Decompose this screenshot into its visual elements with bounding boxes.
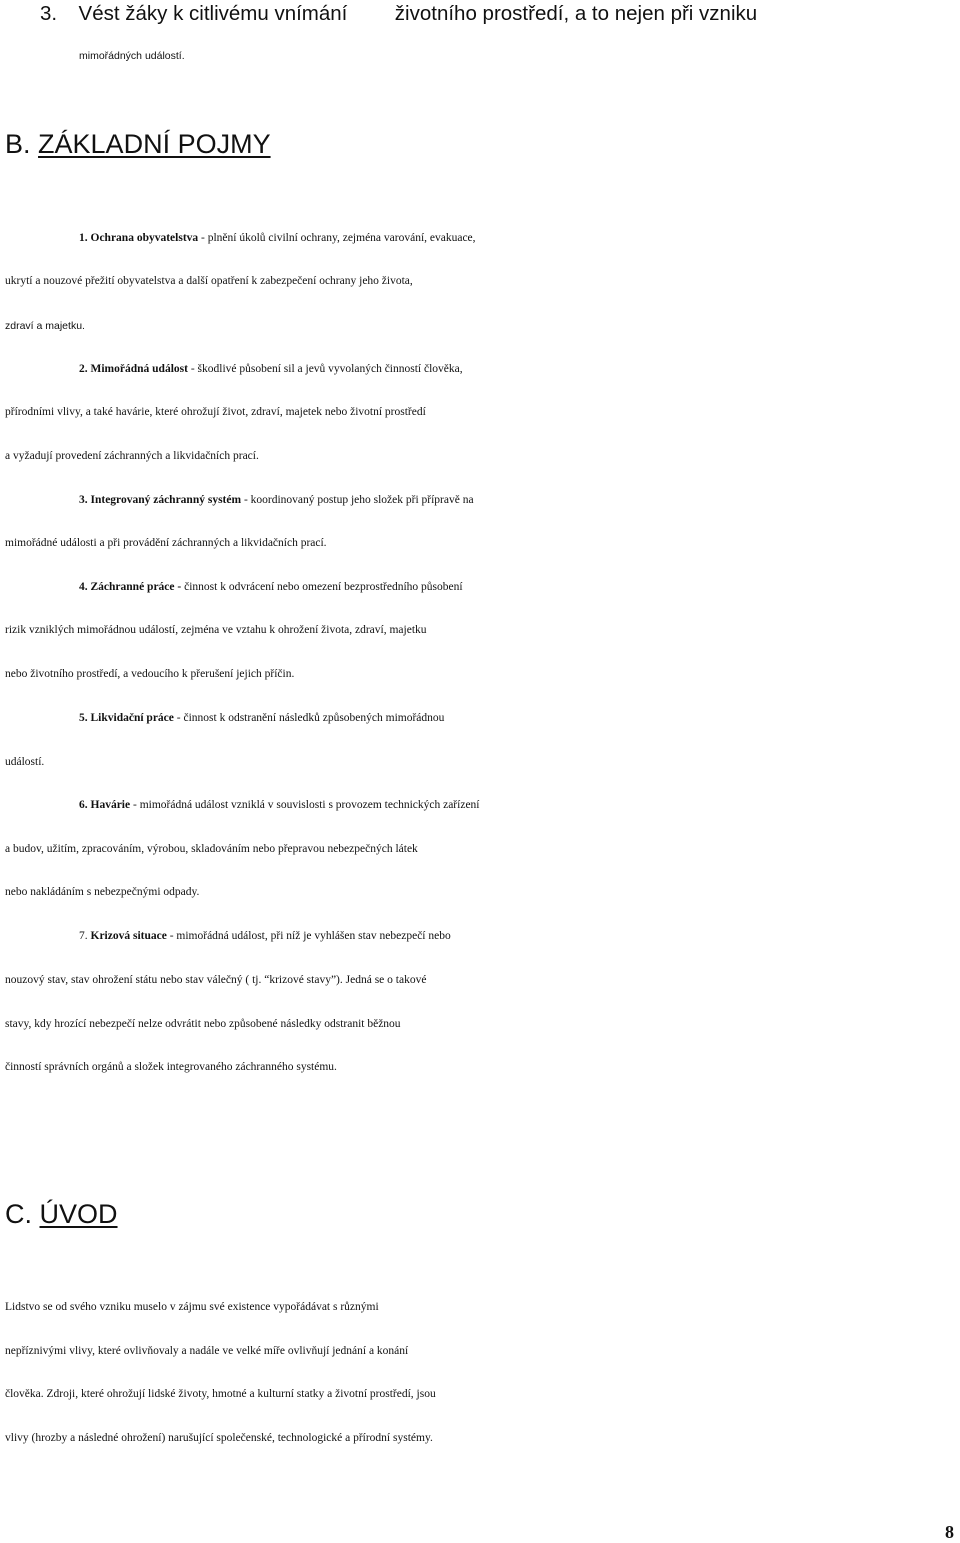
term-7-line-4: činností správních orgánů a složek integrovaného záchranného systému. <box>5 1061 337 1073</box>
term-7-text-1: - mimořádná událost, při níž je vyhlášen stav nebezpečí nebo <box>166 930 451 942</box>
term-5-name: Likvidační práce <box>90 712 174 724</box>
goal-3-line-1 <box>40 0 958 28</box>
section-b-heading <box>5 128 271 160</box>
term-3-number: 3. <box>79 494 88 506</box>
section-c-title: ÚVOD <box>39 1199 118 1229</box>
term-2-name: Mimořádná událost <box>90 363 188 375</box>
term-4-line-2: rizik vzniklých mimořádnou událostí, zejména ve vztahu k ohrožení života, zdraví, majetku <box>5 624 427 636</box>
section-b-title: ZÁKLADNÍ POJMY <box>38 129 271 159</box>
term-7-number: 7. <box>79 930 88 942</box>
term-5-text-1: - činnost k odstranění následků způsobených mimořádnou <box>173 712 445 724</box>
goal-3-text-b: životního prostředí, a to nejen při vzniku <box>394 2 758 25</box>
term-6-line-2: a budov, užitím, zpracováním, výrobou, skladováním nebo přepravou nebezpečných látek <box>5 843 418 855</box>
term-2-line-1 <box>79 355 959 383</box>
term-1-line-3: zdraví a majetku. <box>5 320 85 332</box>
term-5-number: 5. <box>79 712 88 724</box>
term-5-line-2: událostí. <box>5 756 45 768</box>
term-4-line-1 <box>79 573 959 601</box>
intro-line-4: vlivy (hrozby a následné ohrožení) narušující společenské, technologické a přírodní systémy. <box>5 1432 433 1444</box>
term-2-line-3: a vyžadují provedení záchranných a likvidačních prací. <box>5 450 259 462</box>
term-1-line-2: ukrytí a nouzové přežití obyvatelstva a další opatření k zabezpečení ochrany jeho života, <box>5 275 413 287</box>
term-7-line-3: stavy, kdy hrozící nebezpečí nelze odvrátit nebo způsobené následky odstranit běžnou <box>5 1018 401 1030</box>
term-2-line-2: přírodními vlivy, a také havárie, které ohrožují život, zdraví, majetek nebo životní prostředí <box>5 406 426 418</box>
section-c-letter: C. <box>5 1199 32 1229</box>
term-2-text-1: - škodlivé působení sil a jevů vyvolaných činností člověka, <box>187 363 463 375</box>
term-1-name: Ochrana obyvatelstva <box>90 232 199 244</box>
term-1-number: 1. <box>79 232 88 244</box>
goal-3-line-2: mimořádných událostí. <box>79 50 185 62</box>
term-3-line-2: mimořádné události a při provádění záchranných a likvidačních prací. <box>5 537 327 549</box>
page-number: 8 <box>945 1522 954 1542</box>
term-3-name: Integrovaný záchranný systém <box>90 494 242 506</box>
term-3-text-1: - koordinovaný postup jeho složek při přípravě na <box>241 494 474 506</box>
section-c-heading <box>5 1198 118 1230</box>
term-7-line-2: nouzový stav, stav ohrožení státu nebo stav válečný ( tj. “krizové stavy”). Jedná se o takové <box>5 974 427 986</box>
term-2-number: 2. <box>79 363 88 375</box>
goal-3-text-a: Vést žáky k citlivému vnímání <box>78 2 348 25</box>
term-1-text-1: - plnění úkolů civilní ochrany, zejména varování, evakuace, <box>198 232 476 244</box>
term-4-text-1: činnost k odvrácení nebo omezení bezprostředního působení <box>181 581 463 593</box>
intro-line-2: nepříznivými vlivy, které ovlivňovaly a nadále ve velké míře ovlivňují jednání a konání <box>5 1345 409 1357</box>
term-6-number: 6. <box>79 799 88 811</box>
term-5-line-1 <box>79 704 959 732</box>
section-b-letter: B. <box>5 129 31 159</box>
goal-3-number: 3. <box>40 2 58 25</box>
intro-line-1: Lidstvo se od svého vzniku muselo v zájmu své existence vypořádávat s různými <box>5 1301 379 1313</box>
term-6-text-1: - mimořádná událost vzniklá v souvislosti s provozem technických zařízení <box>130 799 480 811</box>
term-6-name: Havárie <box>90 799 131 811</box>
term-6-line-3: nebo nakládáním s nebezpečnými odpady. <box>5 886 200 898</box>
term-7-name: Krizová situace <box>90 930 167 942</box>
term-4-number: 4. <box>79 581 88 593</box>
term-6-line-1 <box>79 791 959 819</box>
intro-line-3: člověka. Zdroji, které ohrožují lidské životy, hmotné a kulturní statky a životní prostředí, jsou <box>5 1388 436 1400</box>
term-7-line-1 <box>79 922 959 950</box>
term-4-name: Záchranné práce - <box>90 581 182 593</box>
term-1-line-1 <box>79 224 959 252</box>
term-3-line-1 <box>79 486 959 514</box>
term-4-line-3: nebo životního prostředí, a vedoucího k přerušení jejich příčin. <box>5 668 295 680</box>
